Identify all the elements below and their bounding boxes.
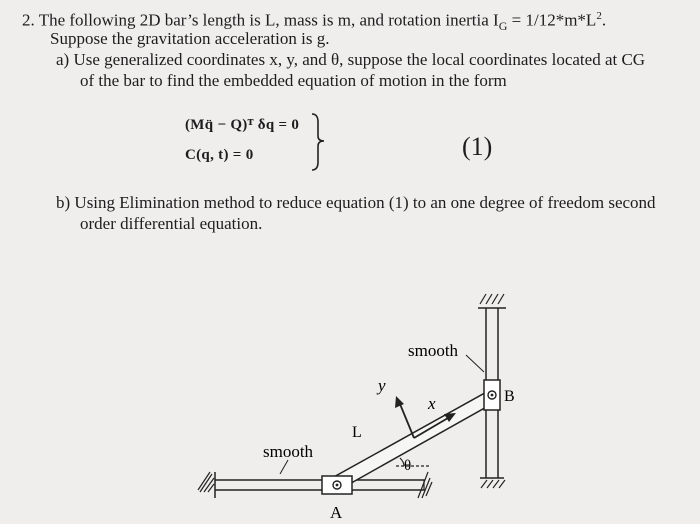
bottom-ground-hatch (481, 480, 505, 488)
part-b-line-1: b) Using Elimination method to reduce equation (1) to an one degree of freedom second (56, 193, 656, 212)
label-y-axis: y (378, 376, 386, 395)
equation-constraint: C(q, t) = 0 (185, 147, 254, 163)
left-ground-hatch (198, 472, 214, 492)
angle-marker (396, 458, 430, 466)
part-a-line-2: of the bar to find the embedded equation of motion in the form (80, 71, 507, 90)
label-smooth-bottom: smooth (263, 442, 314, 461)
slider-b (484, 380, 500, 410)
equation-motion: (Mq̈ − Q)ᵀ δq = 0 (185, 117, 300, 133)
y-axis-arrow (395, 396, 414, 438)
label-smooth-top: smooth (408, 341, 459, 360)
smooth-top-leader (466, 355, 484, 372)
label-theta: θ (404, 458, 412, 474)
smooth-bottom-leader (280, 460, 288, 474)
problem-line-2: Suppose the gravitation acceleration is g. (50, 29, 330, 48)
label-length: L (352, 424, 362, 441)
part-a-line-1: a) Use generalized coordinates x, y, and θ, suppose the local coordinates located at CG (56, 50, 646, 69)
right-ground-hatch-a (418, 472, 432, 498)
horizontal-rail (215, 472, 425, 498)
label-point-a: A (330, 503, 343, 522)
part-b-line-2: order differential equation. (80, 214, 263, 233)
top-ground-hatch (480, 294, 504, 304)
slider-a (322, 476, 352, 494)
label-x-axis: x (428, 394, 436, 413)
problem-line-1: 2. The following 2D bar’s length is L, mass is m, and rotation inertia $I_G = 1/12*m*L^2$. (22, 10, 607, 34)
equation-number: (1) (462, 132, 493, 161)
label-point-b: B (504, 388, 515, 405)
